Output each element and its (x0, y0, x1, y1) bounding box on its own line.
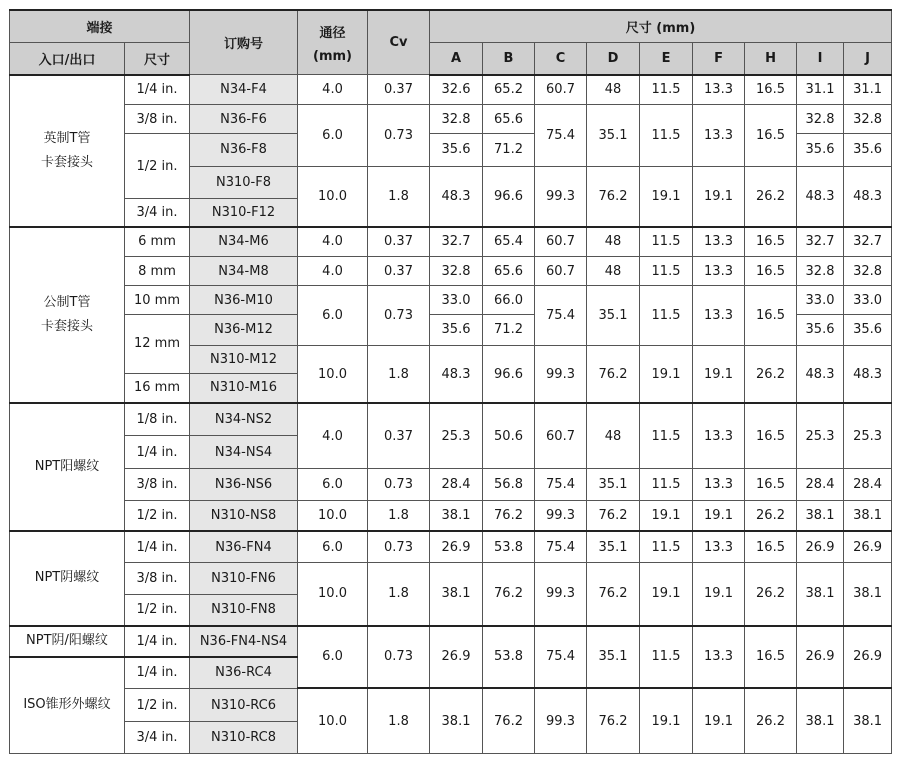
specification-table (9, 9, 892, 754)
inlet-outlet-header: 入口/出口 (10, 42, 125, 74)
part-number: N36-F8 (190, 134, 298, 166)
group-imperial-tube (10, 75, 125, 227)
part-number: N310-F8 (190, 166, 298, 198)
table-row (10, 531, 892, 562)
dim-header-f: F (693, 42, 745, 74)
dim-i: 32.8 (797, 256, 844, 285)
dim-d: 35.1 (587, 104, 640, 166)
group-label: 卡套接头 (40, 319, 93, 335)
cv-cell: 0.73 (368, 531, 430, 562)
part-number: N310-M16 (190, 373, 298, 403)
dim-c: 60.7 (535, 403, 587, 468)
dim-i: 31.1 (797, 75, 844, 104)
dim-f: 13.3 (693, 286, 745, 346)
dim-b: 50.6 (483, 403, 535, 468)
dim-b: 66.0 (483, 286, 535, 314)
cv-cell: 0.37 (368, 256, 430, 285)
dim-j: 38.1 (844, 688, 892, 753)
dim-j: 35.6 (844, 134, 892, 166)
dim-h: 26.2 (745, 501, 797, 531)
group-label: 卡套接头 (40, 154, 93, 170)
dim-i: 32.8 (797, 104, 844, 133)
table-row (10, 286, 892, 314)
dim-e: 19.1 (640, 563, 693, 626)
dim-header-b: B (483, 42, 535, 74)
dim-j: 26.9 (844, 626, 892, 689)
cv-cell: 0.73 (368, 104, 430, 166)
dim-d: 48 (587, 227, 640, 256)
dim-b: 76.2 (483, 563, 535, 626)
dim-d: 48 (587, 75, 640, 104)
dim-b: 56.8 (483, 468, 535, 500)
dim-a: 48.3 (430, 166, 483, 227)
dim-j: 25.3 (844, 403, 892, 468)
dim-b: 53.8 (483, 626, 535, 689)
size-cell: 8 mm (125, 256, 190, 285)
dim-j: 48.3 (844, 166, 892, 227)
part-number: N34-F4 (190, 75, 298, 104)
dim-h: 16.5 (745, 531, 797, 562)
dim-f: 13.3 (693, 468, 745, 500)
dim-h: 26.2 (745, 346, 797, 404)
dim-b: 65.4 (483, 227, 535, 256)
dim-e: 11.5 (640, 403, 693, 468)
bore-cell: 4.0 (298, 403, 368, 468)
dim-h: 16.5 (745, 286, 797, 346)
cv-cell: 0.73 (368, 468, 430, 500)
dim-f: 13.3 (693, 104, 745, 166)
dim-i: 38.1 (797, 501, 844, 531)
group-metric-tube (10, 227, 125, 403)
dim-h: 16.5 (745, 626, 797, 689)
dim-d: 76.2 (587, 166, 640, 227)
dimensions-header: 尺寸 (mm) (430, 10, 892, 42)
dim-i: 32.7 (797, 227, 844, 256)
part-number: N34-NS4 (190, 436, 298, 468)
dim-e: 11.5 (640, 626, 693, 689)
dim-i: 35.6 (797, 134, 844, 166)
dim-header-d: D (587, 42, 640, 74)
part-number: N310-FN6 (190, 563, 298, 594)
table-row (10, 563, 892, 594)
dim-f: 19.1 (693, 346, 745, 404)
dim-j: 48.3 (844, 346, 892, 404)
dim-f: 13.3 (693, 256, 745, 285)
dim-h: 16.5 (745, 256, 797, 285)
dim-i: 26.9 (797, 626, 844, 689)
table-row (10, 501, 892, 531)
dim-b: 65.6 (483, 104, 535, 133)
dim-i: 35.6 (797, 314, 844, 345)
size-header: 尺寸 (125, 42, 190, 74)
part-number: N34-M8 (190, 256, 298, 285)
dim-e: 19.1 (640, 166, 693, 227)
part-number: N310-M12 (190, 346, 298, 373)
bore-cell: 10.0 (298, 166, 368, 227)
bore-cell: 6.0 (298, 104, 368, 166)
dim-d: 35.1 (587, 626, 640, 689)
cv-cell: 1.8 (368, 346, 430, 404)
dim-d: 76.2 (587, 688, 640, 753)
dim-a: 35.6 (430, 314, 483, 345)
dim-c: 99.3 (535, 563, 587, 626)
dim-j: 32.8 (844, 256, 892, 285)
table-row (10, 688, 892, 721)
dim-header-h: H (745, 42, 797, 74)
dim-i: 38.1 (797, 688, 844, 753)
dim-f: 19.1 (693, 563, 745, 626)
group-label: 公制T管 (43, 295, 91, 311)
dim-h: 26.2 (745, 688, 797, 753)
part-number: N36-M10 (190, 286, 298, 314)
dim-f: 19.1 (693, 501, 745, 531)
part-number: N36-F6 (190, 104, 298, 133)
part-number: N34-M6 (190, 227, 298, 256)
dim-b: 71.2 (483, 134, 535, 166)
dim-i: 33.0 (797, 286, 844, 314)
dim-a: 32.8 (430, 104, 483, 133)
bore-cell: 6.0 (298, 468, 368, 500)
size-cell: 1/2 in. (125, 688, 190, 721)
part-number: N36-FN4 (190, 531, 298, 562)
dim-c: 75.4 (535, 104, 587, 166)
group-npt-male: NPT阳螺纹 (10, 403, 125, 531)
header-row-1 (10, 10, 892, 42)
size-cell: 3/4 in. (125, 722, 190, 754)
cv-cell: 1.8 (368, 501, 430, 531)
dim-d: 76.2 (587, 563, 640, 626)
dim-i: 26.9 (797, 531, 844, 562)
dim-f: 13.3 (693, 75, 745, 104)
dim-f: 13.3 (693, 626, 745, 689)
dim-h: 16.5 (745, 403, 797, 468)
group-label: 英制T管 (43, 130, 91, 146)
group-iso-taper: ISO锥形外螺纹 (10, 657, 125, 754)
dim-c: 99.3 (535, 346, 587, 404)
dim-h: 16.5 (745, 227, 797, 256)
dim-a: 32.7 (430, 227, 483, 256)
dim-f: 19.1 (693, 166, 745, 227)
dim-h: 26.2 (745, 563, 797, 626)
dim-e: 19.1 (640, 346, 693, 404)
dim-c: 99.3 (535, 501, 587, 531)
dim-i: 48.3 (797, 166, 844, 227)
dim-j: 33.0 (844, 286, 892, 314)
dim-e: 11.5 (640, 531, 693, 562)
bore-cell: 4.0 (298, 227, 368, 256)
table-row (10, 468, 892, 500)
dim-c: 75.4 (535, 626, 587, 689)
dim-a: 38.1 (430, 563, 483, 626)
cv-cell: 1.8 (368, 563, 430, 626)
dim-j: 38.1 (844, 501, 892, 531)
part-number: N310-FN8 (190, 594, 298, 625)
dim-b: 65.6 (483, 256, 535, 285)
table-row (10, 403, 892, 435)
dim-d: 76.2 (587, 501, 640, 531)
dim-h: 16.5 (745, 75, 797, 104)
dim-e: 11.5 (640, 468, 693, 500)
size-cell: 3/8 in. (125, 468, 190, 500)
group-npt-female-male: NPT阴/阳螺纹 (10, 626, 125, 657)
cv-cell: 0.37 (368, 227, 430, 256)
dim-header-i: I (797, 42, 844, 74)
dim-b: 53.8 (483, 531, 535, 562)
group-npt-female: NPT阴螺纹 (10, 531, 125, 625)
dim-b: 65.2 (483, 75, 535, 104)
dim-e: 11.5 (640, 256, 693, 285)
dim-b: 96.6 (483, 346, 535, 404)
dim-a: 38.1 (430, 501, 483, 531)
dim-j: 28.4 (844, 468, 892, 500)
dim-header-e: E (640, 42, 693, 74)
dim-d: 48 (587, 403, 640, 468)
size-cell: 3/4 in. (125, 199, 190, 227)
cv-cell: 0.37 (368, 403, 430, 468)
dim-h: 16.5 (745, 468, 797, 500)
size-cell: 6 mm (125, 227, 190, 256)
dim-d: 35.1 (587, 531, 640, 562)
size-cell: 12 mm (125, 314, 190, 373)
bore-header-unit: (mm) (313, 48, 352, 64)
order-number-header: 订购号 (190, 10, 298, 75)
size-cell: 16 mm (125, 373, 190, 403)
size-cell: 10 mm (125, 286, 190, 314)
dim-c: 75.4 (535, 531, 587, 562)
dim-i: 48.3 (797, 346, 844, 404)
dim-f: 19.1 (693, 688, 745, 753)
part-number: N34-NS2 (190, 403, 298, 435)
part-number: N310-NS8 (190, 501, 298, 531)
dim-c: 75.4 (535, 468, 587, 500)
bore-cell: 6.0 (298, 626, 368, 689)
dim-a: 35.6 (430, 134, 483, 166)
bore-cell: 10.0 (298, 501, 368, 531)
part-number: N36-RC4 (190, 657, 298, 688)
part-number: N310-F12 (190, 199, 298, 227)
dim-c: 75.4 (535, 286, 587, 346)
size-cell: 1/2 in. (125, 594, 190, 625)
cv-cell: 0.73 (368, 626, 430, 689)
dim-a: 38.1 (430, 688, 483, 753)
dim-c: 99.3 (535, 166, 587, 227)
table-row (10, 227, 892, 256)
cv-cell: 0.73 (368, 286, 430, 346)
dim-a: 26.9 (430, 531, 483, 562)
dim-d: 76.2 (587, 346, 640, 404)
dim-d: 48 (587, 256, 640, 285)
dim-j: 26.9 (844, 531, 892, 562)
dim-i: 25.3 (797, 403, 844, 468)
bore-cell: 6.0 (298, 286, 368, 346)
dim-e: 19.1 (640, 688, 693, 753)
part-number: N36-FN4-NS4 (190, 626, 298, 657)
part-number: N36-M12 (190, 314, 298, 345)
dim-f: 13.3 (693, 227, 745, 256)
dim-f: 13.3 (693, 403, 745, 468)
cv-header: Cv (368, 10, 430, 75)
cv-cell: 0.37 (368, 75, 430, 104)
dim-a: 25.3 (430, 403, 483, 468)
dim-e: 19.1 (640, 501, 693, 531)
dim-b: 76.2 (483, 501, 535, 531)
size-cell: 1/4 in. (125, 626, 190, 657)
dim-header-j: J (844, 42, 892, 74)
bore-cell: 10.0 (298, 346, 368, 404)
size-cell: 1/4 in. (125, 75, 190, 104)
part-number: N310-RC6 (190, 688, 298, 721)
cv-cell: 1.8 (368, 688, 430, 753)
dim-c: 99.3 (535, 688, 587, 753)
dim-e: 11.5 (640, 104, 693, 166)
dim-i: 28.4 (797, 468, 844, 500)
table-row (10, 75, 892, 104)
dim-h: 26.2 (745, 166, 797, 227)
size-cell: 1/8 in. (125, 403, 190, 435)
dim-d: 35.1 (587, 286, 640, 346)
dim-a: 33.0 (430, 286, 483, 314)
dim-j: 32.8 (844, 104, 892, 133)
bore-header-label: 通径 (319, 25, 346, 41)
dim-e: 11.5 (640, 75, 693, 104)
dim-j: 38.1 (844, 563, 892, 626)
dim-header-c: C (535, 42, 587, 74)
bore-cell: 6.0 (298, 531, 368, 562)
bore-cell: 4.0 (298, 256, 368, 285)
table-row (10, 256, 892, 285)
dim-c: 60.7 (535, 75, 587, 104)
size-cell: 1/4 in. (125, 657, 190, 688)
size-cell: 1/4 in. (125, 436, 190, 468)
dim-c: 60.7 (535, 256, 587, 285)
dim-b: 76.2 (483, 688, 535, 753)
dim-a: 28.4 (430, 468, 483, 500)
part-number: N310-RC8 (190, 722, 298, 754)
bore-cell: 10.0 (298, 563, 368, 626)
dim-b: 71.2 (483, 314, 535, 345)
size-cell: 3/8 in. (125, 104, 190, 133)
dim-e: 11.5 (640, 227, 693, 256)
bore-cell: 4.0 (298, 75, 368, 104)
cv-cell: 1.8 (368, 166, 430, 227)
dim-i: 38.1 (797, 563, 844, 626)
dim-a: 26.9 (430, 626, 483, 689)
dim-header-a: A (430, 42, 483, 74)
dim-h: 16.5 (745, 104, 797, 166)
dim-e: 11.5 (640, 286, 693, 346)
dim-a: 32.8 (430, 256, 483, 285)
table-row (10, 104, 892, 133)
table-row (10, 626, 892, 657)
size-cell: 1/2 in. (125, 134, 190, 199)
size-cell: 1/4 in. (125, 531, 190, 562)
bore-header (298, 10, 368, 75)
part-number: N36-NS6 (190, 468, 298, 500)
dim-d: 35.1 (587, 468, 640, 500)
size-cell: 3/8 in. (125, 563, 190, 594)
dim-j: 32.7 (844, 227, 892, 256)
dim-f: 13.3 (693, 531, 745, 562)
dim-j: 35.6 (844, 314, 892, 345)
header-row-2 (10, 42, 892, 74)
dim-a: 32.6 (430, 75, 483, 104)
bore-cell: 10.0 (298, 688, 368, 753)
dim-j: 31.1 (844, 75, 892, 104)
dim-b: 96.6 (483, 166, 535, 227)
connection-header: 端接 (10, 10, 190, 42)
dim-a: 48.3 (430, 346, 483, 404)
dim-c: 60.7 (535, 227, 587, 256)
size-cell: 1/2 in. (125, 501, 190, 531)
